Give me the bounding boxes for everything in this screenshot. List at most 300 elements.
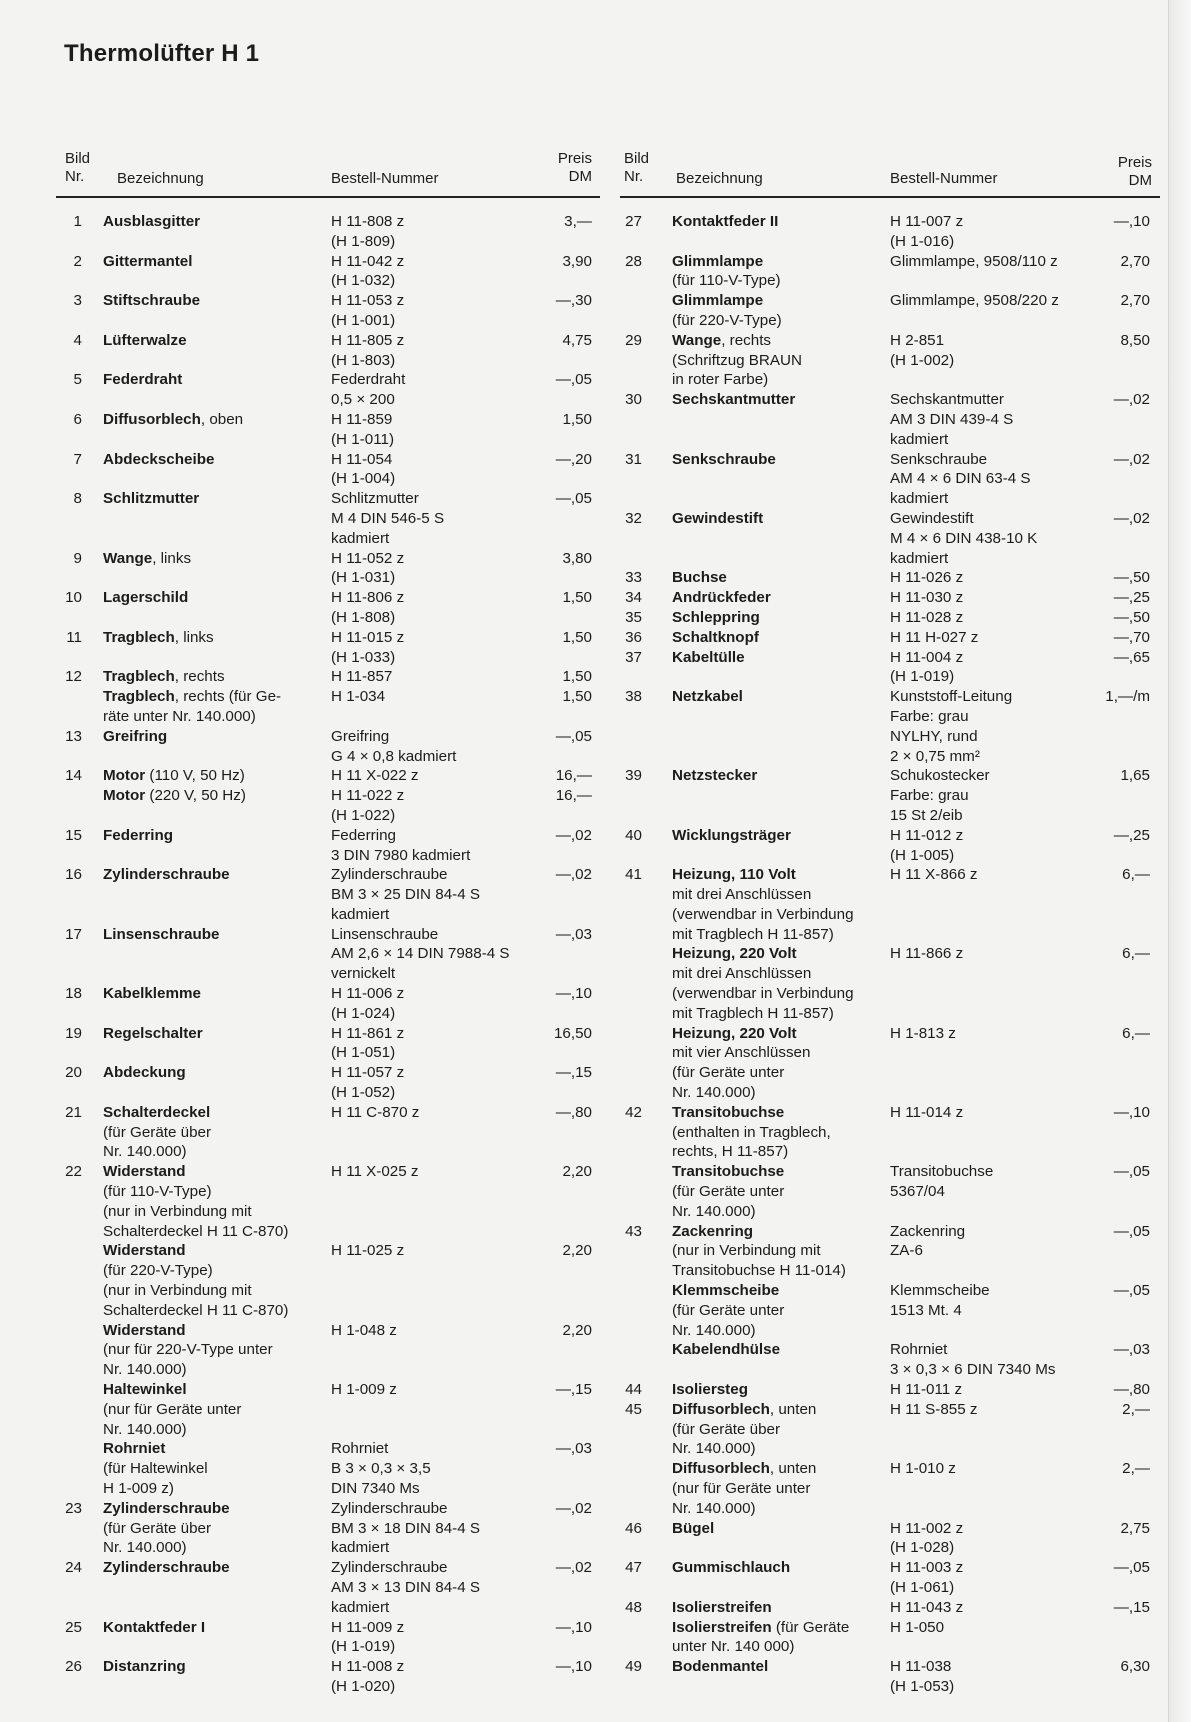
part-name — [672, 1598, 892, 1618]
table-row — [56, 826, 600, 866]
part-name-bold: Wange — [103, 549, 153, 567]
part-name-bold: Senkschraube — [672, 450, 776, 468]
row-number: 7 — [73, 450, 82, 468]
header-bild: Bild Nr. — [624, 150, 650, 185]
part-name — [672, 450, 892, 470]
row-number: 42 — [625, 1103, 642, 1121]
table-row — [620, 1558, 1160, 1598]
part-name-bold: Schaltknopf — [672, 628, 759, 646]
order-number: H 11-025 z — [331, 1242, 405, 1260]
part-name — [103, 1024, 333, 1044]
order-number: Gewindestift M 4 × 6 DIN 438-10 K kadmiert — [890, 509, 1038, 567]
row-number: 19 — [65, 1024, 82, 1042]
part-name-detail: (nur in Verbindung mit Transitobuchse H 11-014) — [672, 1242, 846, 1280]
part-name-detail: mit drei Anschlüssen (verwendbar in Verbindung mit Tragblech H 11-857) — [672, 965, 854, 1022]
part-name-bold: Kabelendhülse — [672, 1341, 781, 1359]
part-name-bold: Linsenschraube — [103, 925, 220, 943]
table-row — [620, 509, 1160, 568]
price: —,50 — [1113, 569, 1150, 587]
price: 3,— — [564, 213, 592, 230]
order-number: H 11-857 — [331, 668, 393, 686]
order-number: Rohrniet B 3 × 0,3 × 3,5 DIN 7340 Ms — [331, 1440, 431, 1497]
part-name — [103, 450, 333, 470]
part-name — [672, 588, 892, 608]
part-name-detail: (für Geräte unter Nr. 140.000) — [672, 1183, 785, 1220]
part-name-bold: Transitobuchse — [672, 1163, 785, 1181]
parts-table-right — [620, 148, 1160, 1697]
order-number: H 1-048 z — [331, 1321, 397, 1339]
table-row — [620, 766, 1160, 825]
order-number: H 11-043 z — [890, 1598, 964, 1616]
part-name-detail: (für Haltewinkel H 1-009 z) — [103, 1460, 208, 1497]
table-row — [56, 1618, 600, 1658]
table-row — [620, 687, 1160, 766]
part-name — [672, 568, 892, 588]
part-name-bold: Isolierstreifen — [672, 1618, 772, 1636]
part-name-bold: Kontaktfeder I — [103, 1618, 206, 1636]
table-row — [56, 252, 600, 292]
part-name — [672, 1400, 892, 1459]
rows-right — [620, 212, 1160, 1697]
row-number: 49 — [625, 1658, 642, 1676]
row-number: 16 — [65, 866, 82, 884]
part-name-detail: (für Geräte unter Nr. 140 000) — [672, 1618, 850, 1656]
part-name-bold: Gewindestift — [672, 509, 764, 527]
table-row — [620, 628, 1160, 648]
row-number: 29 — [625, 331, 642, 349]
part-name-bold: Glimmlampe — [672, 292, 764, 310]
price: 2,— — [1122, 1460, 1150, 1478]
part-name — [672, 1222, 892, 1281]
price: —,25 — [1113, 826, 1150, 844]
table-row — [56, 212, 600, 252]
table-row — [620, 1103, 1160, 1162]
order-number: H 11 S-855 z — [890, 1400, 978, 1418]
table-row — [56, 588, 600, 628]
table-row — [56, 1063, 600, 1103]
order-number: H 11-003 z (H 1-061) — [890, 1559, 964, 1596]
table-row — [56, 450, 600, 490]
table-row — [56, 628, 600, 668]
row-number: 35 — [625, 608, 642, 626]
part-name-bold: Glimmlampe — [672, 252, 764, 270]
part-name — [103, 588, 333, 608]
part-name — [672, 944, 892, 1023]
price: —,10 — [555, 1658, 592, 1676]
row-number: 3 — [73, 292, 82, 310]
order-number: Transitobuchse 5367/04 — [890, 1163, 994, 1201]
row-number: 36 — [625, 628, 642, 646]
price: —,03 — [1113, 1341, 1150, 1359]
price: 1,65 — [1120, 767, 1150, 785]
part-name — [103, 925, 333, 945]
part-name-bold: Abdeckscheibe — [103, 450, 215, 468]
row-number: 37 — [625, 648, 642, 666]
order-number: Schukostecker Farbe: grau 15 St 2/eib — [890, 767, 990, 824]
part-name-bold: Heizung, 220 Volt — [672, 945, 797, 963]
part-name-detail: (enthalten in Tragblech, rechts, H 11-857) — [672, 1123, 831, 1161]
part-name — [103, 687, 333, 727]
price: —,15 — [555, 1064, 592, 1082]
table-row — [56, 331, 600, 371]
table-row — [620, 865, 1160, 944]
order-number: H 11-009 z (H 1-019) — [331, 1618, 405, 1656]
part-name-bold: Transitobuchse — [672, 1103, 785, 1121]
order-number: H 11 X-025 z — [331, 1163, 419, 1181]
order-number: Kunststoff-Leitung Farbe: grau NYLHY, rund 2 × 0,75 mm² — [890, 688, 1013, 765]
order-number: H 11-042 z (H 1-032) — [331, 252, 405, 290]
part-name — [672, 865, 892, 944]
table-row — [620, 1340, 1160, 1380]
price: —,80 — [555, 1103, 592, 1121]
part-name — [103, 291, 333, 311]
part-name — [672, 1657, 892, 1677]
order-number: Federdraht 0,5 × 200 — [331, 371, 406, 409]
order-number: Rohrniet 3 × 0,3 × 6 DIN 7340 Ms — [890, 1341, 1056, 1379]
part-name — [103, 865, 333, 885]
table-row — [56, 1024, 600, 1064]
order-number: H 11-014 z — [890, 1103, 964, 1121]
row-number: 20 — [65, 1064, 82, 1082]
table-row — [56, 984, 600, 1024]
part-name-bold: Netzstecker — [672, 767, 758, 785]
table-row — [620, 568, 1160, 588]
table-row — [56, 1380, 600, 1439]
row-number: 13 — [65, 727, 82, 745]
order-number: H 11-012 z (H 1-005) — [890, 826, 964, 864]
part-name-bold: Sechskantmutter — [672, 391, 796, 409]
row-number: 27 — [625, 213, 642, 230]
part-name-bold: Widerstand — [103, 1321, 186, 1339]
price: 1,50 — [562, 688, 592, 706]
part-name — [103, 1241, 333, 1320]
part-name-detail: (nur für 220-V-Type unter Nr. 140.000) — [103, 1341, 273, 1379]
price: 2,20 — [562, 1321, 592, 1339]
part-name-bold: Kabeltülle — [672, 648, 745, 666]
part-name-bold: Wange — [672, 331, 722, 349]
part-name-bold: Zylinderschraube — [103, 866, 230, 884]
part-name-detail: mit drei Anschlüssen (verwendbar in Verbindung mit Tragblech H 11-857) — [672, 886, 854, 943]
part-name-bold: Widerstand — [103, 1163, 186, 1181]
part-name — [672, 1618, 892, 1658]
order-number: Senkschraube AM 4 × 6 DIN 63-4 S kadmiert — [890, 450, 1031, 508]
order-number: H 11-808 z (H 1-809) — [331, 213, 405, 250]
table-row — [56, 1657, 600, 1697]
table-row — [56, 370, 600, 410]
part-name-bold: Gummischlauch — [672, 1559, 791, 1577]
price: —,03 — [555, 1440, 592, 1458]
order-number: H 11-861 z (H 1-051) — [331, 1024, 405, 1062]
price: 6,— — [1122, 1024, 1150, 1042]
part-name-bold: Diffusorblech — [103, 410, 201, 428]
part-name-bold: Isoliersteg — [672, 1381, 748, 1399]
part-name-bold: Diffusorblech — [672, 1400, 770, 1418]
table-row — [620, 1380, 1160, 1400]
row-number: 34 — [625, 589, 642, 607]
order-number: H 11-008 z (H 1-020) — [331, 1658, 405, 1695]
row-number: 15 — [65, 826, 82, 844]
table-row — [56, 865, 600, 924]
order-number: H 1-010 z — [890, 1460, 956, 1478]
header-bezeichnung: Bezeichnung — [676, 170, 763, 187]
part-name-bold: Andrückfeder — [672, 589, 771, 607]
part-name-detail: (für 220-V-Type) (nur in Verbindung mit Schalterdeckel H 11 C-870) — [103, 1262, 289, 1319]
order-number: H 11-022 z (H 1-022) — [331, 787, 405, 824]
part-name — [672, 648, 892, 668]
table-row — [56, 925, 600, 984]
part-name-detail: , links — [152, 549, 192, 567]
price: 16,— — [555, 767, 592, 785]
part-name-bold: Zackenring — [672, 1222, 754, 1240]
price: —,02 — [1113, 509, 1150, 527]
part-name-bold: Haltewinkel — [103, 1381, 187, 1399]
order-number: H 1-813 z — [890, 1024, 956, 1042]
part-name-detail: (für Geräte unter Nr. 140.000) — [672, 1301, 785, 1339]
price: —,15 — [1113, 1598, 1150, 1616]
order-number: H 11-038 (H 1-053) — [890, 1658, 955, 1695]
row-number: 22 — [65, 1163, 82, 1181]
price: —,05 — [1113, 1559, 1150, 1577]
part-name-bold: Buchse — [672, 569, 727, 587]
part-name-bold: Schalterdeckel — [103, 1103, 211, 1121]
row-number: 45 — [625, 1400, 642, 1418]
part-name — [672, 212, 892, 232]
part-name — [672, 509, 892, 529]
part-name-bold: Tragblech — [103, 668, 175, 686]
page-title: Thermolüfter H 1 — [64, 40, 260, 67]
table-row — [620, 944, 1160, 1023]
part-name-detail: (für 220-V-Type) — [672, 311, 782, 329]
part-name-bold: Heizung, 110 Volt — [672, 866, 796, 884]
table-row — [620, 450, 1160, 509]
price: 3,90 — [562, 252, 592, 270]
part-name — [672, 826, 892, 846]
row-number: 28 — [625, 252, 642, 270]
part-name-detail: , rechts — [174, 668, 225, 686]
part-name-detail: mit vier Anschlüssen (für Geräte unter Nr. 140.000) — [672, 1044, 811, 1102]
order-number: Glimmlampe, 9508/110 z — [890, 252, 1058, 270]
order-number: Zylinderschraube AM 3 × 13 DIN 84-4 S kadmiert — [331, 1559, 480, 1616]
price: —,80 — [1113, 1381, 1150, 1399]
price: 1,50 — [562, 628, 592, 646]
row-number: 21 — [65, 1103, 82, 1121]
price: —,10 — [1113, 1103, 1150, 1121]
part-name — [103, 331, 333, 351]
price: —,02 — [555, 1499, 592, 1517]
row-number: 30 — [625, 391, 642, 409]
price: —,05 — [1113, 1222, 1150, 1240]
table-row — [620, 1024, 1160, 1103]
part-name — [103, 766, 333, 786]
price: —,05 — [555, 371, 592, 389]
part-name-bold: Bügel — [672, 1519, 715, 1537]
order-number: Greifring G 4 × 0,8 kadmiert — [331, 727, 457, 765]
row-number: 17 — [65, 925, 82, 943]
row-number: 40 — [625, 826, 642, 844]
part-name-bold: Widerstand — [103, 1242, 186, 1260]
price: —,65 — [1113, 648, 1150, 666]
price: 1,—/m — [1105, 688, 1150, 706]
table-row — [620, 1618, 1160, 1658]
part-name-bold: Wicklungsträger — [672, 826, 791, 844]
price: 2,75 — [1120, 1519, 1150, 1537]
order-number: H 11-004 z (H 1-019) — [890, 648, 964, 686]
price: 1,50 — [562, 668, 592, 686]
order-number: H 11-026 z — [890, 569, 964, 587]
header-bestell: Bestell-Nummer — [331, 170, 439, 187]
part-name — [672, 390, 892, 410]
table-row — [620, 1459, 1160, 1518]
order-number: H 1-050 — [890, 1618, 945, 1636]
order-number: Zackenring ZA-6 — [890, 1222, 966, 1260]
price: —,05 — [1113, 1282, 1150, 1300]
order-number: Federring 3 DIN 7980 kadmiert — [331, 826, 471, 864]
part-name-bold: Kontaktfeder II — [672, 213, 779, 230]
row-number: 11 — [66, 628, 82, 646]
price: —,70 — [1113, 628, 1150, 646]
row-number: 5 — [73, 371, 82, 389]
table-row — [56, 687, 600, 727]
part-name — [672, 608, 892, 628]
table-row — [56, 1499, 600, 1558]
order-number: Schlitzmutter M 4 DIN 546-5 S kadmiert — [331, 490, 445, 547]
price: —,30 — [555, 292, 592, 310]
part-name-detail: (für 110-V-Type) (nur in Verbindung mit Schalterdeckel H 11 C-870) — [103, 1183, 289, 1240]
table-row — [56, 1103, 600, 1162]
order-number: H 11-866 z — [890, 945, 964, 963]
price: —,02 — [555, 826, 592, 844]
table-header — [620, 148, 1160, 198]
price: 1,50 — [562, 589, 592, 607]
price: 8,50 — [1120, 331, 1150, 349]
row-number: 41 — [625, 866, 642, 884]
part-name-detail: (für Geräte über Nr. 140.000) — [103, 1519, 212, 1557]
part-name-detail: , unten (nur für Geräte unter Nr. 140.000) — [672, 1460, 817, 1517]
part-name — [103, 727, 333, 747]
price: 16,50 — [553, 1024, 592, 1042]
part-name — [672, 1162, 892, 1221]
part-name — [103, 212, 333, 232]
part-name — [103, 1162, 333, 1241]
part-name — [672, 766, 892, 786]
table-row — [620, 1400, 1160, 1459]
part-name-detail: (220 V, 50 Hz) — [145, 787, 246, 805]
part-name — [103, 1657, 333, 1677]
order-number: H 11-002 z (H 1-028) — [890, 1519, 964, 1557]
order-number: Zylinderschraube BM 3 × 25 DIN 84-4 S kadmiert — [331, 866, 480, 923]
part-name — [672, 687, 892, 707]
part-name-bold: Regelschalter — [103, 1024, 203, 1042]
header-preis: Preis DM — [557, 150, 592, 185]
row-number: 47 — [625, 1559, 642, 1577]
table-row — [620, 1162, 1160, 1221]
part-name — [672, 1340, 892, 1360]
price: —,10 — [555, 1618, 592, 1636]
price: 2,20 — [562, 1163, 592, 1181]
order-number: H 11 H-027 z — [890, 628, 979, 646]
part-name-bold: Motor — [103, 787, 146, 805]
part-name — [672, 252, 892, 292]
table-row — [56, 1321, 600, 1380]
row-number: 10 — [65, 589, 82, 607]
part-name — [103, 1103, 333, 1162]
part-name — [103, 1439, 333, 1498]
table-row — [620, 1281, 1160, 1340]
header-bestell: Bestell-Nummer — [890, 170, 998, 187]
part-name-bold: Bodenmantel — [672, 1658, 769, 1676]
row-number: 1 — [73, 213, 82, 230]
part-name — [103, 1321, 333, 1380]
page-edge — [1168, 0, 1191, 1722]
part-name-bold: Tragblech — [103, 688, 175, 706]
order-number: H 11-011 z — [890, 1381, 963, 1399]
row-number: 24 — [65, 1559, 82, 1577]
part-name-bold: Tragblech — [103, 628, 175, 646]
row-number: 2 — [73, 252, 82, 270]
price: —,02 — [555, 866, 592, 884]
price: —,10 — [555, 985, 592, 1003]
table-row — [620, 252, 1160, 292]
part-name — [103, 370, 333, 390]
row-number: 8 — [73, 490, 82, 508]
row-number: 9 — [73, 549, 82, 567]
order-number: H 11-053 z (H 1-001) — [331, 292, 405, 329]
part-name-bold: Zylinderschraube — [103, 1499, 230, 1517]
table-row — [620, 1598, 1160, 1618]
part-name-bold: Federring — [103, 826, 174, 844]
row-number: 6 — [73, 410, 82, 428]
rows-left — [56, 212, 600, 1697]
table-row — [56, 786, 600, 826]
table-row — [620, 212, 1160, 252]
table-row — [620, 291, 1160, 331]
part-name-bold: Isolierstreifen — [672, 1598, 772, 1616]
row-number: 39 — [625, 767, 642, 785]
header-preis: Preis DM — [1117, 154, 1152, 189]
table-row — [56, 291, 600, 331]
row-number: 23 — [65, 1499, 82, 1517]
row-number: 38 — [625, 688, 642, 706]
price: —,02 — [1113, 450, 1150, 468]
price: —,05 — [555, 490, 592, 508]
order-number: H 11-859 (H 1-011) — [331, 410, 395, 448]
price: 2,— — [1122, 1400, 1150, 1418]
part-name — [672, 291, 892, 331]
table-row — [620, 608, 1160, 628]
price: 2,70 — [1120, 292, 1150, 310]
part-name-detail: , oben — [200, 410, 244, 428]
order-number: Klemmscheibe 1513 Mt. 4 — [890, 1282, 990, 1319]
table-row — [620, 1222, 1160, 1281]
order-number: H 11-007 z (H 1-016) — [890, 213, 964, 250]
part-name — [103, 826, 333, 846]
table-row — [620, 826, 1160, 866]
part-name — [103, 1499, 333, 1558]
price: 3,80 — [562, 549, 592, 567]
table-row — [620, 588, 1160, 608]
part-name-detail: , links — [174, 628, 214, 646]
part-name-bold: Lüfterwalze — [103, 331, 187, 349]
price: 1,50 — [562, 410, 592, 428]
order-number: H 11 X-866 z — [890, 866, 978, 884]
part-name — [672, 1459, 892, 1518]
part-name — [103, 786, 333, 806]
part-name-bold: Schlitzmutter — [103, 490, 200, 508]
price: 6,— — [1122, 945, 1150, 963]
order-number: H 11-006 z (H 1-024) — [331, 985, 405, 1022]
header-bild: Bild Nr. — [65, 150, 91, 185]
price: 4,75 — [562, 331, 592, 349]
